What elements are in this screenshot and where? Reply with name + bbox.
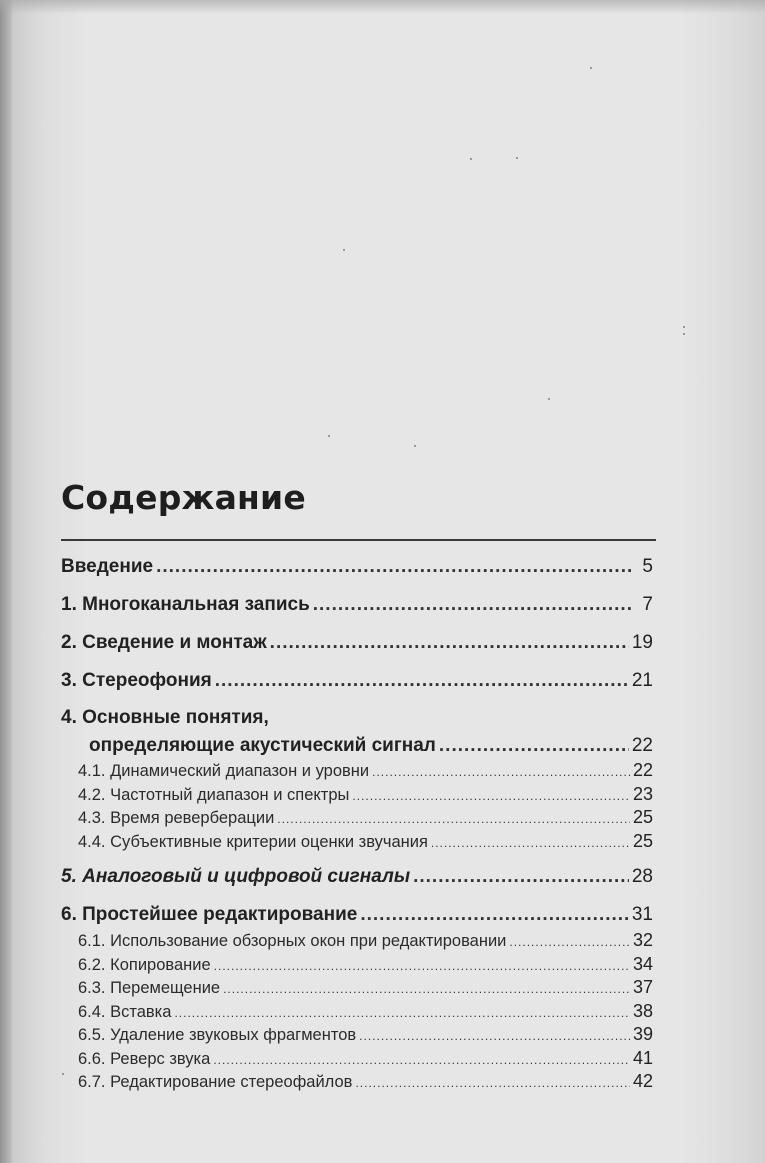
toc-subentry-label: 6.6. Реверс звука (78, 1049, 211, 1068)
toc-page-number: 25 (632, 807, 653, 827)
toc-page-number: 7 (642, 594, 653, 615)
toc-page-number: 22 (631, 735, 653, 756)
toc-subentry-4-3 (61, 807, 653, 831)
dot-leader (439, 732, 629, 760)
toc-entry-intro (61, 552, 653, 582)
toc-page-number: 28 (631, 866, 653, 887)
dot-leader (223, 979, 630, 1001)
toc-subentry-4-4 (61, 831, 653, 855)
dot-leader (360, 900, 629, 930)
toc-subentry-label: 6.4. Вставка (78, 1002, 172, 1021)
toc-entry-label-line-2: определяющие акустический сигнал (89, 735, 436, 756)
toc-page-number: 38 (632, 1000, 653, 1021)
toc-subentry-6-3 (61, 977, 653, 1001)
toc-subentry-label: 6.2. Копирование (78, 955, 211, 974)
toc-subentry-label: 6.7. Редактирование стереофайлов (78, 1073, 353, 1091)
toc-entry-label-line-2-row (61, 732, 653, 760)
toc-page-number: 42 (632, 1071, 653, 1091)
toc-page-number: 21 (631, 670, 653, 691)
toc-entry-chapter-6 (61, 900, 653, 930)
toc-entry-label: 5. Аналоговый и цифровой сигналы (61, 866, 411, 887)
toc-entry-chapter-1 (61, 590, 653, 620)
dot-leader (313, 590, 632, 620)
dot-leader (156, 552, 632, 582)
toc-subentry-label: 4.4. Субъективные критерии оценки звучания (78, 832, 428, 851)
toc-page-number: 5 (642, 556, 653, 577)
table-of-contents (61, 552, 653, 1095)
toc-subentry-label: 4.2. Частотный диапазон и спектры (78, 785, 350, 804)
dot-leader (277, 809, 630, 831)
toc-subentry-4-2 (61, 784, 653, 808)
toc-subentry-6-6 (61, 1048, 653, 1072)
toc-entry-label: 2. Сведение и монтаж (61, 632, 267, 653)
toc-entry-chapter-3 (61, 666, 653, 696)
toc-subentry-6-7 (61, 1071, 653, 1095)
toc-page-number: 25 (632, 830, 653, 851)
toc-page-number: 19 (631, 632, 653, 653)
toc-entry-label: 6. Простейшее редактирование (61, 904, 358, 925)
toc-entry-chapter-2 (61, 628, 653, 658)
toc-entry-label-line-1: 4. Основные понятия, (61, 707, 269, 728)
dot-leader (174, 1003, 630, 1025)
dot-leader (355, 1073, 630, 1095)
toc-subentry-label: 4.1. Динамический диапазон и уровни (78, 762, 370, 780)
toc-subentry-label: 6.3. Перемещение (78, 979, 221, 997)
dot-leader (214, 956, 630, 978)
toc-page-number: 23 (632, 783, 653, 804)
toc-subentry-6-4 (61, 1001, 653, 1025)
toc-page-number: 31 (631, 904, 653, 925)
toc-entry-chapter-4 (61, 704, 653, 760)
toc-subentry-label: 6.5. Удаление звуковых фрагментов (78, 1026, 357, 1044)
toc-page-number: 34 (632, 953, 653, 974)
toc-subentry-6-1 (61, 930, 653, 954)
toc-subentry-label: 6.1. Использование обзорных окон при редактировании (78, 932, 507, 950)
toc-page-number: 22 (632, 760, 653, 780)
toc-entry-chapter-5 (61, 862, 653, 892)
dot-leader (270, 628, 629, 658)
title-divider (61, 539, 656, 541)
dot-leader (431, 833, 630, 855)
toc-entry-label: 1. Многоканальная запись (61, 594, 310, 615)
toc-entry-label: Введение (61, 556, 154, 577)
toc-page-number: 39 (632, 1024, 653, 1044)
dot-leader (352, 786, 630, 808)
dot-leader (359, 1026, 630, 1048)
toc-subentry-6-5 (61, 1024, 653, 1048)
toc-subentry-label: 4.3. Время реверберации (78, 809, 275, 827)
toc-entry-label: 3. Стереофония (61, 670, 212, 691)
dot-leader (509, 932, 630, 954)
toc-page-number: 41 (632, 1047, 653, 1068)
page-title: Содержание (61, 478, 306, 517)
dot-leader (213, 1050, 630, 1072)
toc-page-number: 32 (632, 930, 653, 950)
dot-leader (413, 862, 629, 892)
toc-subentry-4-1 (61, 760, 653, 784)
dot-leader (215, 666, 629, 696)
dot-leader (372, 762, 630, 784)
toc-page-number: 37 (632, 977, 653, 997)
toc-subentry-6-2 (61, 954, 653, 978)
